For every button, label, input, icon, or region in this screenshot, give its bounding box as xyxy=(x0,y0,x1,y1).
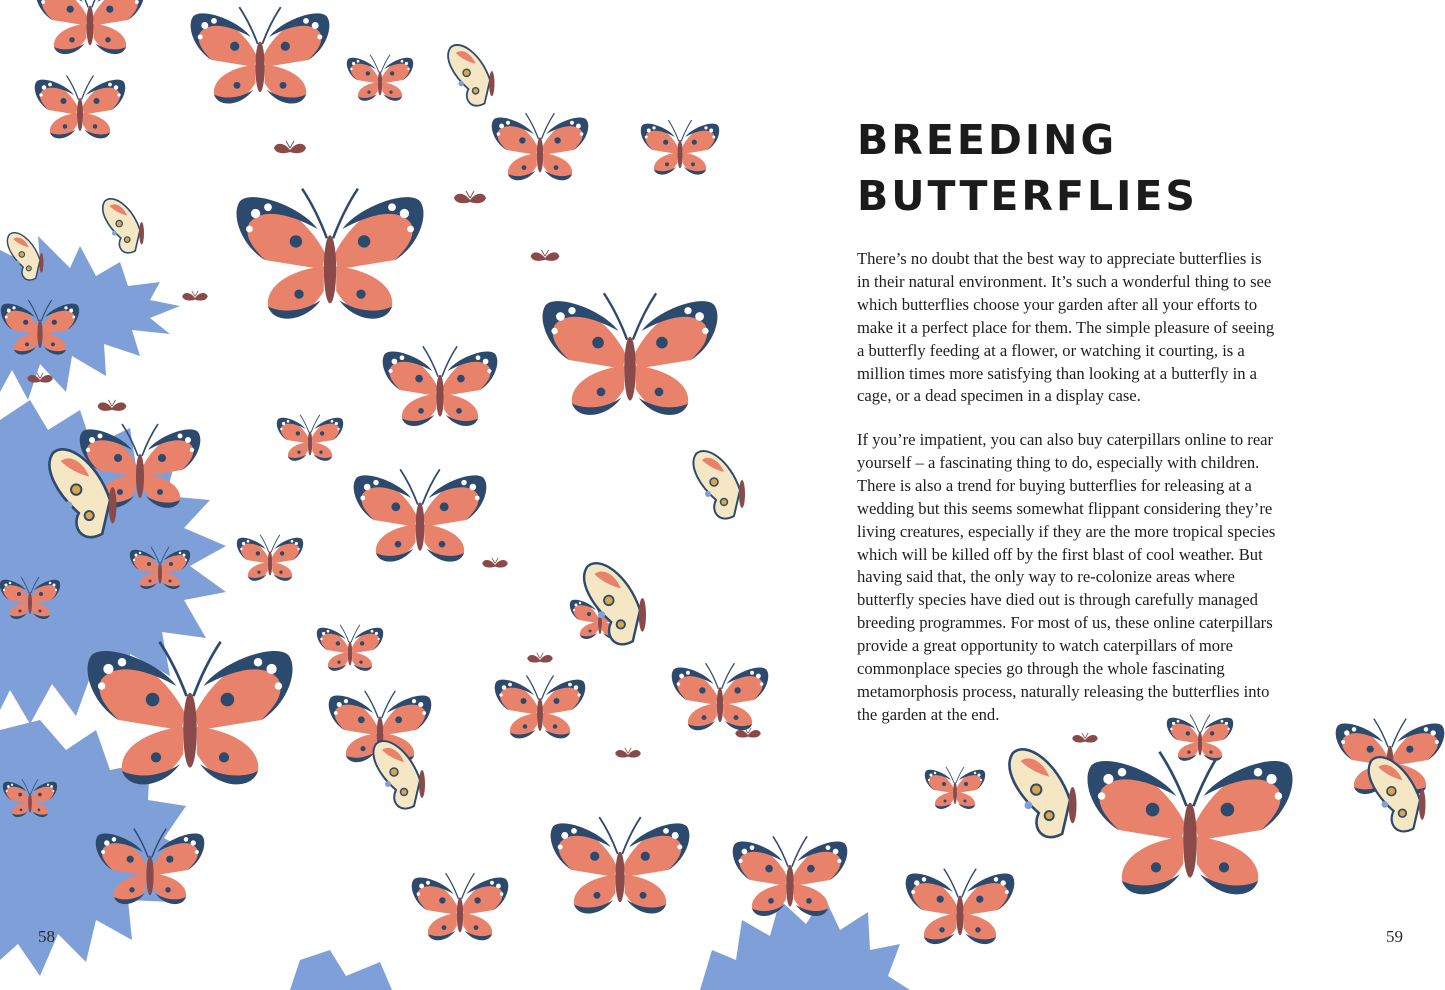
text-line: provide a great opportunity to watch caterpillars of more xyxy=(857,636,1233,656)
text-line: a butterfly feeding at a flower, or watching it courting, is a xyxy=(857,340,1245,360)
text-line: metamorphosis process, naturally releasing the butterflies into xyxy=(857,681,1270,701)
text-line: commonplace species go through the whole fascinating xyxy=(857,659,1225,679)
butterfly-illustration-item xyxy=(237,189,424,319)
butterfly-illustration-item xyxy=(1009,749,1076,837)
butterfly-illustration-item xyxy=(733,836,848,916)
moth-illustration xyxy=(527,653,553,663)
moth-illustration xyxy=(615,748,641,758)
butterfly-illustration-item xyxy=(1088,752,1293,895)
butterfly-illustration-item xyxy=(672,663,768,730)
text-line: yourself – a fascinating thing to do, especially with children. xyxy=(857,452,1260,472)
butterfly-illustration-item xyxy=(383,346,498,426)
butterfly-illustration-item xyxy=(354,469,487,561)
butterfly-illustration-item xyxy=(551,817,690,913)
butterfly-illustration-item xyxy=(412,873,508,940)
butterfly-illustration-item xyxy=(347,55,413,101)
butterfly-illustration-item xyxy=(495,676,585,739)
butterfly-illustration-item xyxy=(237,535,303,581)
moth-illustration xyxy=(98,400,127,411)
text-line: having said that, the only way to re-colonize areas where xyxy=(857,567,1235,587)
text-line: breeding programmes. For most of us, these online caterpillars xyxy=(857,613,1273,633)
page-number-right: 59 xyxy=(1386,927,1403,946)
text-line: wedding but this seems somewhat flippant considering they’re xyxy=(857,498,1273,518)
moth-illustration xyxy=(274,141,306,153)
moth-illustration xyxy=(1072,733,1098,743)
butterfly-illustration-item xyxy=(103,199,144,253)
text-line: make it a perfect place for them. The simple pleasure of seeing xyxy=(857,317,1275,337)
moth-illustration xyxy=(482,558,508,568)
text-line: There’s no doubt that the best way to appreciate butterflies is xyxy=(857,249,1262,268)
text-line: which will be killed off by the first blast of cool weather. But xyxy=(857,544,1263,564)
title-line: BREEDING xyxy=(857,116,1118,164)
butterfly-illustration-item xyxy=(492,113,588,180)
text-line: living creatures, especially if they are the more tropical species xyxy=(857,521,1276,541)
butterfly-illustration-item xyxy=(191,7,330,103)
text-line: cage, or a dead specimen in a display case. xyxy=(857,386,1141,406)
text-line: If you’re impatient, you can also buy caterpillars online to rear xyxy=(857,430,1274,449)
butterfly-illustration-item xyxy=(1369,757,1426,831)
butterfly-illustration-item xyxy=(317,625,383,671)
text-line: in their natural environment. It’s such a wonderful thing to see xyxy=(857,271,1272,291)
body-paragraph-2 xyxy=(857,429,1327,727)
text-line: butterfly species have died out is through carefully managed xyxy=(857,590,1258,610)
page-title xyxy=(857,112,1198,224)
butterfly-illustration-item xyxy=(906,869,1015,944)
butterfly-illustration-item xyxy=(35,76,125,139)
moth-illustration xyxy=(531,250,560,261)
text-line: which butterflies choose your garden after all your efforts to xyxy=(857,294,1258,314)
butterfly-illustration-item xyxy=(925,767,985,809)
butterfly-illustration-item xyxy=(693,451,745,519)
thistle-shape xyxy=(290,950,392,990)
moth-illustration xyxy=(454,191,486,203)
text-line: the garden at the end. xyxy=(857,704,1000,724)
text-line: million times more satisfying than looking at a butterfly in a xyxy=(857,363,1258,383)
butterfly-illustration-item xyxy=(88,642,293,785)
butterfly-illustration-item xyxy=(641,120,719,175)
page-number-left: 58 xyxy=(38,927,55,946)
butterfly-illustration-item xyxy=(448,45,494,106)
butterfly-illustration-item xyxy=(36,0,145,54)
body-paragraph-1 xyxy=(857,248,1327,408)
butterfly-illustration-item xyxy=(373,741,425,809)
moth-illustration xyxy=(182,291,208,301)
butterfly-illustration-item xyxy=(277,415,343,461)
butterfly-illustration-item xyxy=(543,293,718,415)
title-line: BUTTERFLIES xyxy=(857,172,1198,220)
text-line: There is also a trend for buying butterflies for releasing at a xyxy=(857,475,1252,495)
